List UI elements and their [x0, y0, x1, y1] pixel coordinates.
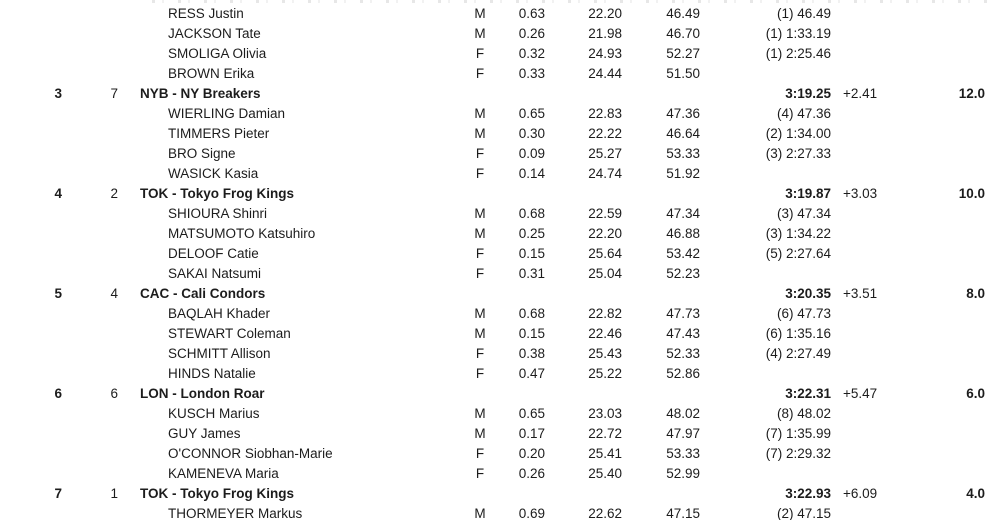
- swimmer-name: BRO Signe: [168, 146, 236, 161]
- cumulative-time-cell: [719, 364, 831, 384]
- cumulative-time-cell: (8) 48.02: [776, 406, 831, 421]
- gender-cell: M: [474, 26, 486, 41]
- reaction-time-cell: 0.26: [518, 26, 545, 41]
- swimmer-row: [0, 304, 1000, 324]
- split-100m-cell: 53.33: [666, 446, 700, 461]
- cumulative-time-cell: (2) 47.15: [776, 506, 831, 520]
- team-name: CAC - Cali Condors: [140, 286, 266, 301]
- team-total-time: 3:19.87: [785, 186, 831, 201]
- gender-cell: F: [475, 46, 485, 61]
- split-100m-cell: 52.27: [666, 46, 700, 61]
- reaction-time-cell: 0.17: [518, 426, 545, 441]
- split-50m-cell: 22.83: [588, 106, 622, 121]
- gender-cell: F: [475, 266, 485, 281]
- cumulative-time-cell: (3) 47.34: [776, 206, 831, 221]
- cumulative-time-cell: (4) 2:27.49: [765, 346, 831, 361]
- rank-cell: 7: [54, 486, 62, 501]
- swimmer-row: [0, 104, 1000, 124]
- swimmer-name: RESS Justin: [168, 6, 244, 21]
- gender-cell: M: [474, 126, 486, 141]
- time-behind-cell: +3.03: [843, 186, 878, 201]
- swimmer-name: STEWART Coleman: [168, 326, 291, 341]
- split-50m-cell: 25.41: [588, 446, 622, 461]
- reaction-time-cell: 0.09: [518, 146, 545, 161]
- swimmer-row: [0, 204, 1000, 224]
- gender-cell: F: [475, 466, 485, 481]
- team-total-time: 3:20.35: [785, 286, 831, 301]
- split-100m-cell: 46.88: [666, 226, 700, 241]
- time-behind-cell: +5.47: [843, 386, 878, 401]
- swimmer-name: GUY James: [168, 426, 241, 441]
- split-100m-cell: 46.49: [666, 6, 700, 21]
- swimmer-row: [0, 444, 1000, 464]
- gender-cell: M: [474, 426, 486, 441]
- split-100m-cell: 47.15: [666, 506, 700, 520]
- split-50m-cell: 24.44: [588, 66, 622, 81]
- split-100m-cell: 52.33: [666, 346, 700, 361]
- reaction-time-cell: 0.26: [518, 466, 545, 481]
- team-header-row: [0, 184, 1000, 204]
- cumulative-time-cell: (3) 2:27.33: [765, 146, 831, 161]
- cumulative-time-cell: (1) 46.49: [776, 6, 831, 21]
- time-behind-cell: +2.41: [843, 86, 878, 101]
- swimmer-name: WIERLING Damian: [168, 106, 286, 121]
- lane-cell: 7: [110, 86, 118, 101]
- reaction-time-cell: 0.20: [518, 446, 545, 461]
- swimmer-name: HINDS Natalie: [168, 366, 256, 381]
- split-100m-cell: 46.64: [666, 126, 700, 141]
- split-50m-cell: 22.22: [588, 126, 622, 141]
- split-100m-cell: 46.70: [666, 26, 700, 41]
- swimmer-row: [0, 24, 1000, 44]
- gender-cell: F: [475, 166, 485, 181]
- split-50m-cell: 22.72: [588, 426, 622, 441]
- gender-cell: M: [474, 306, 486, 321]
- reaction-time-cell: 0.32: [518, 46, 545, 61]
- gender-cell: M: [474, 206, 486, 221]
- reaction-time-cell: 0.33: [518, 66, 545, 81]
- swimmer-name: DELOOF Catie: [168, 246, 259, 261]
- swimmer-row: [0, 504, 1000, 520]
- results-table: [0, 4, 1000, 520]
- gender-cell: M: [474, 6, 486, 21]
- gender-cell: F: [475, 446, 485, 461]
- swimmer-name: SHIOURA Shinri: [168, 206, 268, 221]
- split-100m-cell: 52.99: [666, 466, 700, 481]
- swimmer-row: [0, 44, 1000, 64]
- gender-cell: M: [474, 106, 486, 121]
- team-name: TOK - Tokyo Frog Kings: [140, 486, 294, 501]
- clipped-top-row: [152, 0, 990, 3]
- cumulative-time-cell: (6) 47.73: [776, 306, 831, 321]
- swimmer-name: MATSUMOTO Katsuhiro: [168, 226, 316, 241]
- lane-cell: 1: [110, 486, 118, 501]
- swimmer-row: [0, 324, 1000, 344]
- team-header-row: [0, 284, 1000, 304]
- cumulative-time-cell: (1) 1:33.19: [765, 26, 831, 41]
- split-50m-cell: 25.27: [588, 146, 622, 161]
- gender-cell: M: [474, 226, 486, 241]
- reaction-time-cell: 0.47: [518, 366, 545, 381]
- swimmer-name: BROWN Erika: [168, 66, 255, 81]
- split-100m-cell: 51.50: [666, 66, 700, 81]
- swimmer-row: [0, 224, 1000, 244]
- swimmer-row: [0, 404, 1000, 424]
- team-total-time: 3:22.93: [785, 486, 831, 501]
- swimmer-name: O'CONNOR Siobhan-Marie: [168, 446, 333, 461]
- team-name: LON - London Roar: [140, 386, 265, 401]
- gender-cell: M: [474, 326, 486, 341]
- split-100m-cell: 53.33: [666, 146, 700, 161]
- swimmer-row: [0, 164, 1000, 184]
- swimmer-name: SMOLIGA Olivia: [168, 46, 267, 61]
- points-cell: 8.0: [966, 286, 985, 301]
- cumulative-time-cell: (7) 2:29.32: [765, 446, 831, 461]
- split-50m-cell: 22.82: [588, 306, 622, 321]
- reaction-time-cell: 0.15: [518, 246, 545, 261]
- split-100m-cell: 47.97: [666, 426, 700, 441]
- swimmer-row: [0, 64, 1000, 84]
- reaction-time-cell: 0.68: [518, 206, 545, 221]
- team-total-time: 3:22.31: [785, 386, 831, 401]
- reaction-time-cell: 0.14: [518, 166, 545, 181]
- swimmer-name: THORMEYER Markus: [168, 506, 303, 520]
- split-100m-cell: 47.73: [666, 306, 700, 321]
- swimmer-row: [0, 144, 1000, 164]
- swimmer-name: TIMMERS Pieter: [168, 126, 270, 141]
- reaction-time-cell: 0.30: [518, 126, 545, 141]
- swimmer-name: BAQLAH Khader: [168, 306, 271, 321]
- split-100m-cell: 47.36: [666, 106, 700, 121]
- split-50m-cell: 25.40: [588, 466, 622, 481]
- split-50m-cell: 25.22: [588, 366, 622, 381]
- rank-cell: 6: [54, 386, 62, 401]
- swimmer-row: [0, 124, 1000, 144]
- cumulative-time-cell: (3) 1:34.22: [765, 226, 831, 241]
- swimmer-name: KAMENEVA Maria: [168, 466, 279, 481]
- cumulative-time-cell: [719, 264, 831, 284]
- rank-cell: 4: [54, 186, 62, 201]
- split-100m-cell: 47.43: [666, 326, 700, 341]
- cumulative-time-cell: (4) 47.36: [776, 106, 831, 121]
- split-100m-cell: 51.92: [666, 166, 700, 181]
- swimmer-name: SCHMITT Allison: [168, 346, 271, 361]
- gender-cell: M: [474, 406, 486, 421]
- swimmer-row: [0, 344, 1000, 364]
- team-header-row: [0, 484, 1000, 504]
- gender-cell: F: [475, 346, 485, 361]
- split-50m-cell: 23.03: [588, 406, 622, 421]
- cumulative-time-cell: (6) 1:35.16: [765, 326, 831, 341]
- cumulative-time-cell: (7) 1:35.99: [765, 426, 831, 441]
- points-cell: 4.0: [966, 486, 985, 501]
- gender-cell: F: [475, 146, 485, 161]
- lane-cell: 2: [110, 186, 118, 201]
- rank-cell: 3: [54, 86, 62, 101]
- swimmer-row: [0, 364, 1000, 384]
- split-50m-cell: 24.74: [588, 166, 622, 181]
- split-50m-cell: 22.59: [588, 206, 622, 221]
- split-100m-cell: 47.34: [666, 206, 700, 221]
- gender-cell: M: [474, 506, 486, 520]
- swimmer-row: [0, 424, 1000, 444]
- swimmer-row: [0, 4, 1000, 24]
- gender-cell: F: [475, 66, 485, 81]
- points-cell: 6.0: [966, 386, 985, 401]
- team-name: TOK - Tokyo Frog Kings: [140, 186, 294, 201]
- points-cell: 10.0: [958, 186, 985, 201]
- gender-cell: F: [475, 366, 485, 381]
- reaction-time-cell: 0.69: [518, 506, 545, 520]
- swimmer-name: SAKAI Natsumi: [168, 266, 262, 281]
- time-behind-cell: +3.51: [843, 286, 878, 301]
- swimmer-name: JACKSON Tate: [168, 26, 261, 41]
- rank-cell: 5: [54, 286, 62, 301]
- reaction-time-cell: 0.25: [518, 226, 545, 241]
- time-behind-cell: +6.09: [843, 486, 878, 501]
- reaction-time-cell: 0.65: [518, 406, 545, 421]
- team-header-row: [0, 84, 1000, 104]
- swimmer-name: WASICK Kasia: [168, 166, 259, 181]
- cumulative-time-cell: [719, 464, 831, 484]
- gender-cell: F: [475, 246, 485, 261]
- swimmer-row: [0, 464, 1000, 484]
- cumulative-time-cell: (1) 2:25.46: [765, 46, 831, 61]
- split-50m-cell: 22.20: [588, 226, 622, 241]
- reaction-time-cell: 0.68: [518, 306, 545, 321]
- cumulative-time-cell: [719, 64, 831, 84]
- swimmer-row: [0, 264, 1000, 284]
- split-100m-cell: 52.23: [666, 266, 700, 281]
- reaction-time-cell: 0.15: [518, 326, 545, 341]
- split-50m-cell: 24.93: [588, 46, 622, 61]
- cumulative-time-cell: (5) 2:27.64: [765, 246, 831, 261]
- split-100m-cell: 53.42: [666, 246, 700, 261]
- team-name: NYB - NY Breakers: [140, 86, 261, 101]
- split-50m-cell: 25.04: [588, 266, 622, 281]
- split-50m-cell: 22.46: [588, 326, 622, 341]
- cumulative-time-cell: (2) 1:34.00: [765, 126, 831, 141]
- split-50m-cell: 25.43: [588, 346, 622, 361]
- split-50m-cell: 22.62: [588, 506, 622, 520]
- split-50m-cell: 25.64: [588, 246, 622, 261]
- split-100m-cell: 48.02: [666, 406, 700, 421]
- reaction-time-cell: 0.38: [518, 346, 545, 361]
- split-100m-cell: 52.86: [666, 366, 700, 381]
- points-cell: 12.0: [958, 86, 985, 101]
- swimmer-name: KUSCH Marius: [168, 406, 260, 421]
- split-50m-cell: 21.98: [588, 26, 622, 41]
- reaction-time-cell: 0.63: [518, 6, 545, 21]
- split-50m-cell: 22.20: [588, 6, 622, 21]
- reaction-time-cell: 0.31: [518, 266, 545, 281]
- team-total-time: 3:19.25: [785, 86, 831, 101]
- lane-cell: 6: [110, 386, 118, 401]
- lane-cell: 4: [110, 286, 118, 301]
- cumulative-time-cell: [719, 164, 831, 184]
- reaction-time-cell: 0.65: [518, 106, 545, 121]
- team-header-row: [0, 384, 1000, 404]
- swimmer-row: [0, 244, 1000, 264]
